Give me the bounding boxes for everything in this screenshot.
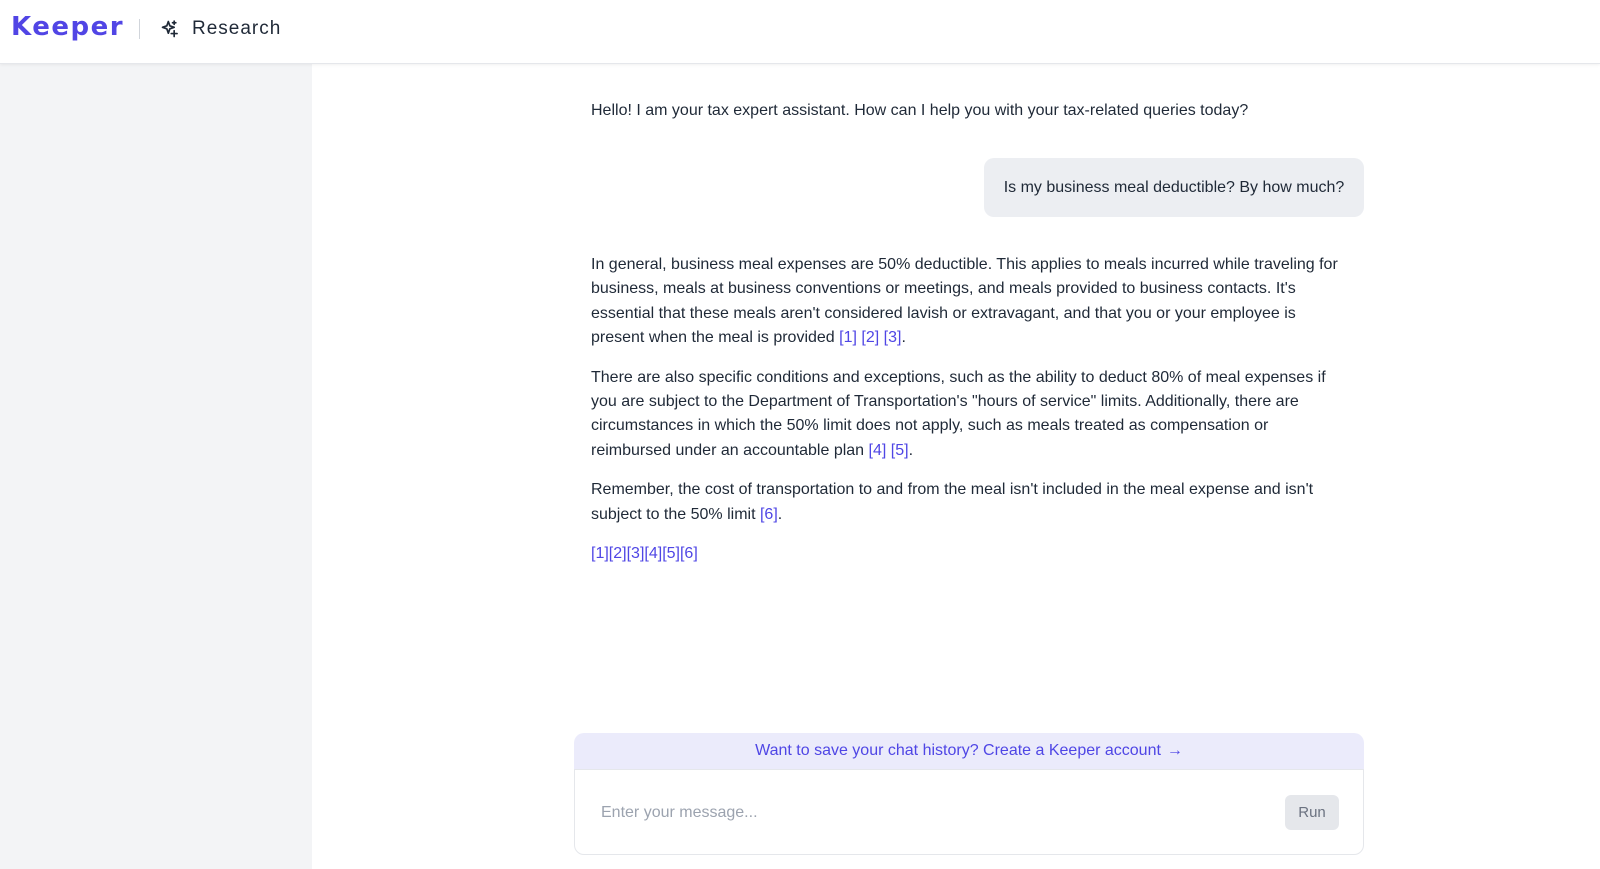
research-nav[interactable] — [160, 15, 281, 43]
reference-link[interactable]: [1] — [591, 545, 609, 563]
period: . — [777, 505, 783, 523]
message-composer — [574, 769, 1364, 855]
reference-link[interactable]: [6] — [679, 545, 698, 563]
citation-link[interactable]: [6] — [759, 505, 778, 523]
keeper-logo[interactable]: Keeper — [11, 12, 125, 42]
answer-paragraph-3 — [591, 478, 1351, 527]
reference-link[interactable]: [2] — [608, 545, 627, 563]
citation-link[interactable]: [4] — [868, 441, 887, 459]
create-account-text: Want to save your chat history? Create a Keeper account — [755, 742, 1161, 759]
assistant-answer — [591, 253, 1351, 582]
user-message-bubble — [984, 158, 1364, 217]
citation-link[interactable]: [1] — [839, 328, 857, 346]
reference-link[interactable]: [4] — [644, 545, 663, 563]
references-list — [591, 542, 1351, 566]
reference-link[interactable]: [5] — [662, 545, 680, 563]
reference-link[interactable]: [3] — [626, 545, 645, 563]
user-message-text: Is my business meal deductible? By how much? — [1003, 178, 1345, 196]
period: . — [901, 328, 906, 346]
answer-paragraph-1-text: In general, business meal expenses are 50% deductible. This applies to meals incurred while traveling for business, meals at business conventions or meetings, and meals provided to business contacts. It's essential that these meals aren't considered lavish or extravagant, and that you or your employee is present when the meal is provided — [591, 256, 1338, 346]
header-divider — [139, 19, 140, 39]
citation-link[interactable]: [5] — [890, 441, 909, 459]
message-input[interactable] — [601, 798, 1241, 828]
research-label: Research — [192, 18, 282, 39]
citation-link[interactable]: [3] — [883, 328, 902, 346]
assistant-greeting: Hello! I am your tax expert assistant. How can I help you with your tax-related queries today? — [591, 102, 1249, 119]
answer-paragraph-2-text: There are also specific conditions and exceptions, such as the ability to deduct 80% of meal expenses if you are subject to the Department of Transportation's "hours of service" limits. Additionally, there are circumstances in which the 50% limit does not apply, such as meals treated as compensation or reimbursed under an accountable plan — [591, 368, 1326, 459]
sparkle-icon — [160, 19, 180, 39]
arrow-right-icon: → — [1166, 742, 1183, 759]
run-button[interactable]: Run — [1285, 795, 1339, 830]
create-account-banner[interactable] — [574, 733, 1364, 769]
answer-paragraph-2 — [591, 366, 1351, 463]
citation-link[interactable]: [2] — [861, 328, 880, 346]
top-bar — [0, 0, 1600, 64]
period: . — [908, 441, 914, 459]
sidebar — [0, 64, 312, 869]
answer-paragraph-3-text: Remember, the cost of transportation to and from the meal isn't included in the meal expense and isn't subject to the 50% limit — [591, 481, 1314, 523]
answer-paragraph-1 — [591, 253, 1351, 350]
